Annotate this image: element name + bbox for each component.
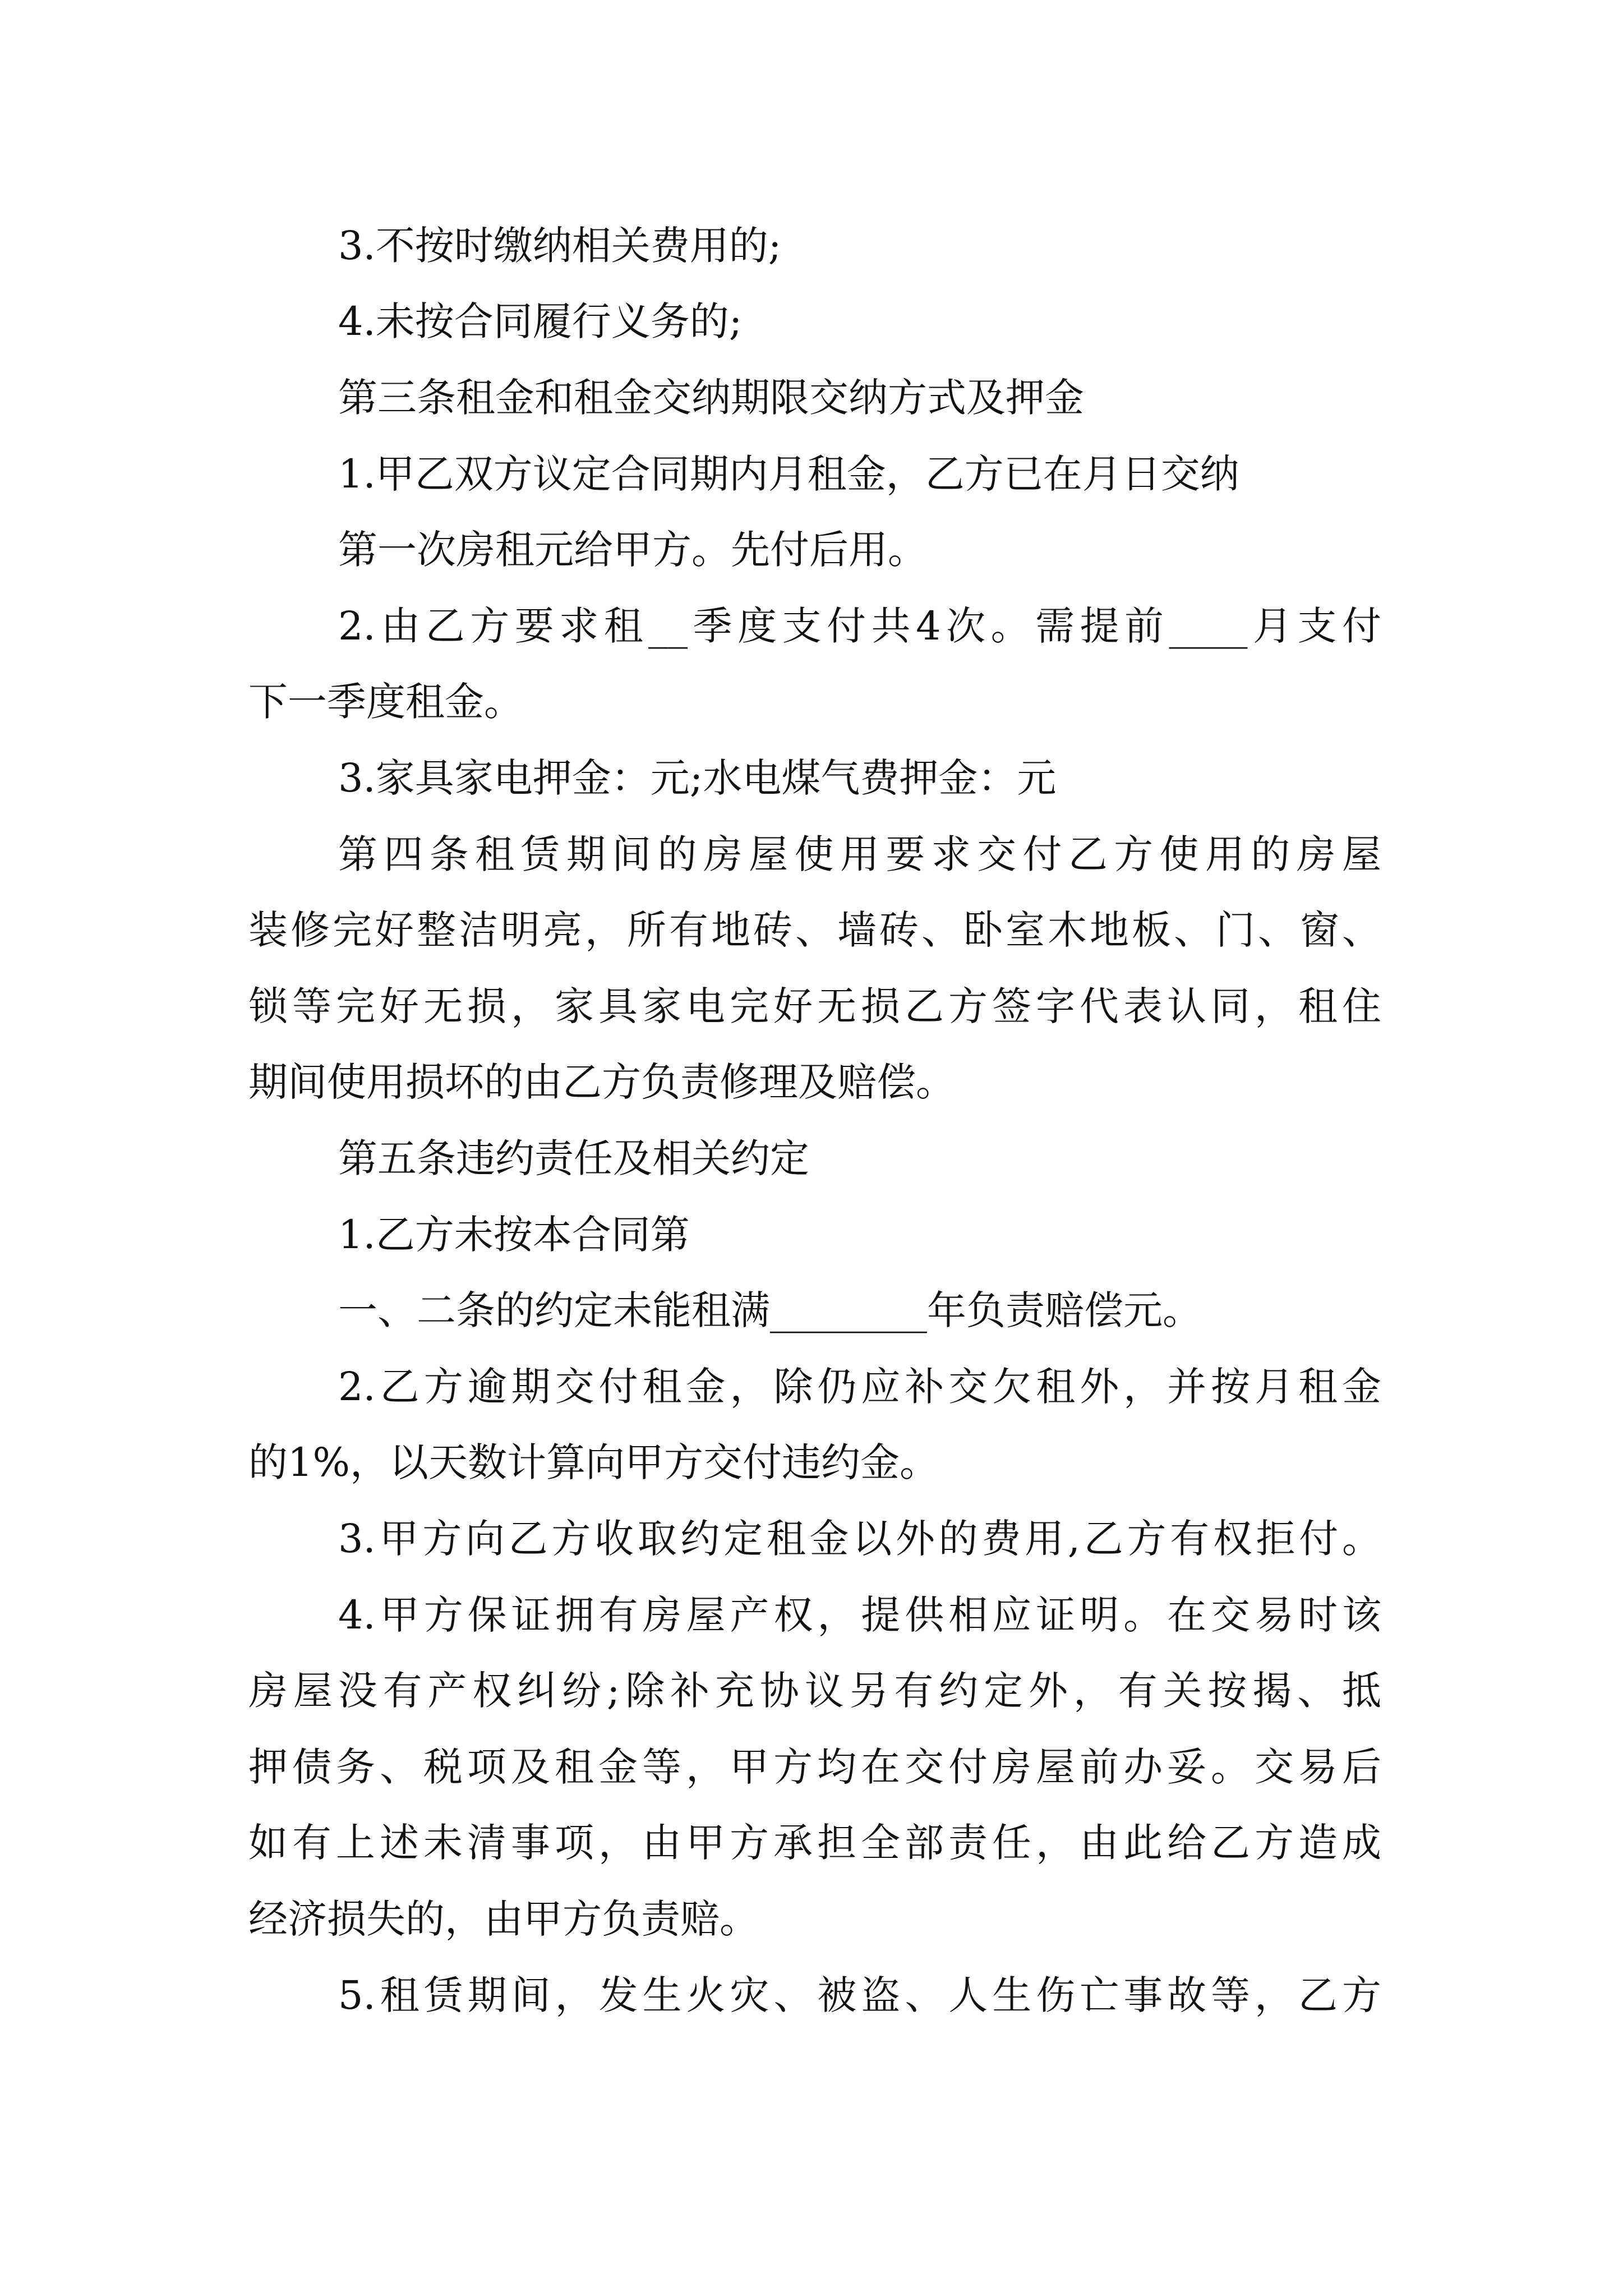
text-line: 下一季度租金。 bbox=[248, 679, 523, 725]
section-heading: 第三条租金和租金交纳期限交纳方式及押金 bbox=[338, 375, 1084, 421]
text-line: 如有上述未清事项，由甲方承担全部责任，由此给乙方造成 bbox=[248, 1820, 1381, 1866]
text-line: 押债务、税项及租金等，甲方均在交付房屋前办妥。交易后 bbox=[248, 1744, 1381, 1790]
text-line: 第一次房租元给甲方。先付后用。 bbox=[338, 527, 927, 573]
text-line: 一、二条的约定未能租满________年负责赔偿元。 bbox=[338, 1287, 1202, 1333]
text-line: 4.甲方保证拥有房屋产权，提供相应证明。在交易时该 bbox=[338, 1592, 1381, 1638]
section-heading: 第五条违约责任及相关约定 bbox=[338, 1135, 809, 1181]
text-line: 锁等完好无损，家具家电完好无损乙方签字代表认同，租住 bbox=[248, 983, 1381, 1029]
text-line: 4.未按合同履行义务的; bbox=[338, 298, 743, 344]
text-line: 期间使用损坏的由乙方负责修理及赔偿。 bbox=[248, 1059, 955, 1105]
text-line: 装修完好整洁明亮，所有地砖、墙砖、卧室木地板、门、窗、 bbox=[248, 907, 1381, 953]
text-line: 2.乙方逾期交付租金，除仍应补交欠租外，并按月租金 bbox=[338, 1364, 1381, 1410]
section-heading: 第四条租赁期间的房屋使用要求交付乙方使用的房屋 bbox=[338, 831, 1381, 877]
text-line: 1.乙方未按本合同第 bbox=[338, 1212, 690, 1258]
text-line: 3.不按时缴纳相关费用的; bbox=[338, 223, 782, 269]
text-line: 的1%，以天数计算向甲方交付违约金。 bbox=[248, 1439, 939, 1485]
text-line: 1.甲乙双方议定合同期内月租金，乙方已在月日交纳 bbox=[338, 451, 1239, 497]
text-line: 2.由乙方要求租__季度支付共4次。需提前____月支付 bbox=[338, 603, 1381, 649]
text-line: 3.家具家电押金：元;水电煤气费押金：元 bbox=[338, 755, 1057, 801]
text-line: 经济损失的，由甲方负责赔。 bbox=[248, 1896, 759, 1942]
text-line: 房屋没有产权纠纷;除补充协议另有约定外，有关按揭、抵 bbox=[248, 1668, 1381, 1714]
text-line: 5.租赁期间，发生火灾、被盗、人生伤亡事故等，乙方 bbox=[338, 1972, 1381, 2018]
text-line: 3.甲方向乙方收取约定租金以外的费用,乙方有权拒付。 bbox=[338, 1516, 1381, 1562]
